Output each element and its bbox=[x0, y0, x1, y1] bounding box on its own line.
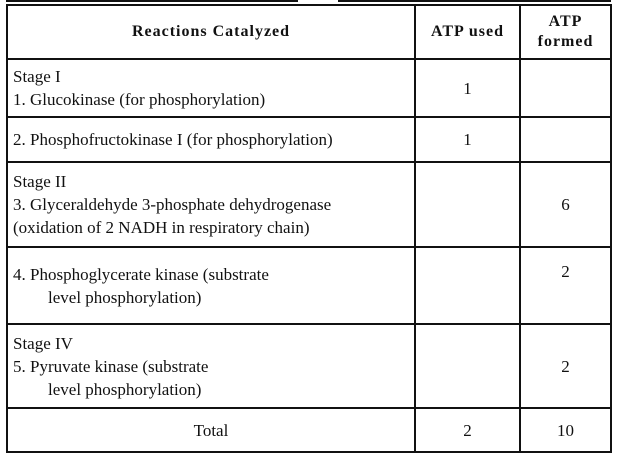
header-row bbox=[7, 5, 611, 59]
atp-formed-cell: 2 bbox=[520, 247, 611, 324]
title-gap bbox=[298, 0, 338, 2]
stage-label: Stage I bbox=[13, 67, 61, 86]
total-label: Total bbox=[7, 408, 415, 452]
header-atp-formed bbox=[520, 5, 611, 59]
table-row bbox=[7, 59, 611, 117]
stage-label: Stage IV bbox=[13, 333, 73, 353]
atp-used-cell bbox=[415, 324, 520, 408]
table-row bbox=[7, 247, 611, 324]
reaction-text: 3. Glyceraldehyde 3-phosphate dehydrogenase bbox=[13, 195, 332, 214]
table-top-rule bbox=[6, 0, 611, 2]
reaction-cell bbox=[7, 247, 415, 324]
table-row bbox=[7, 162, 611, 247]
atp-used-cell bbox=[415, 162, 520, 247]
reaction-text: 1. Glucokinase (for phosphorylation) bbox=[13, 90, 266, 109]
atp-used-cell: 1 bbox=[415, 59, 520, 117]
stage-label: Stage II bbox=[13, 172, 67, 191]
reaction-text: 5. Pyruvate kinase (substrate bbox=[13, 356, 209, 376]
total-atp-formed: 10 bbox=[520, 408, 611, 452]
reaction-text-continued: level phosphorylation) bbox=[48, 379, 202, 399]
atp-formed-cell: 2 bbox=[520, 324, 611, 408]
reaction-text: 4. Phosphoglycerate kinase (substrate bbox=[13, 264, 269, 284]
reaction-text-continued: level phosphorylation) bbox=[48, 287, 202, 307]
atp-formed-cell bbox=[520, 117, 611, 162]
reaction-cell bbox=[7, 324, 415, 408]
table-row bbox=[7, 324, 611, 408]
header-atp-formed-line1: ATP bbox=[548, 13, 583, 30]
table-row bbox=[7, 117, 611, 162]
reaction-cell bbox=[7, 117, 415, 162]
atp-used-cell: 1 bbox=[415, 117, 520, 162]
atp-used-cell bbox=[415, 247, 520, 324]
atp-yield-table bbox=[6, 4, 612, 453]
reaction-text-continued: (oxidation of 2 NADH in respiratory chain) bbox=[13, 218, 310, 237]
atp-formed-cell: 6 bbox=[520, 162, 611, 247]
atp-formed-cell bbox=[520, 59, 611, 117]
reaction-text: 2. Phosphofructokinase I (for phosphorylation) bbox=[13, 130, 333, 149]
header-atp-used: ATP used bbox=[415, 5, 520, 59]
total-atp-used: 2 bbox=[415, 408, 520, 452]
total-row bbox=[7, 408, 611, 452]
reaction-cell bbox=[7, 162, 415, 247]
header-atp-formed-line2: formed bbox=[537, 33, 594, 50]
reaction-cell bbox=[7, 59, 415, 117]
header-reactions: Reactions Catalyzed bbox=[7, 5, 415, 59]
